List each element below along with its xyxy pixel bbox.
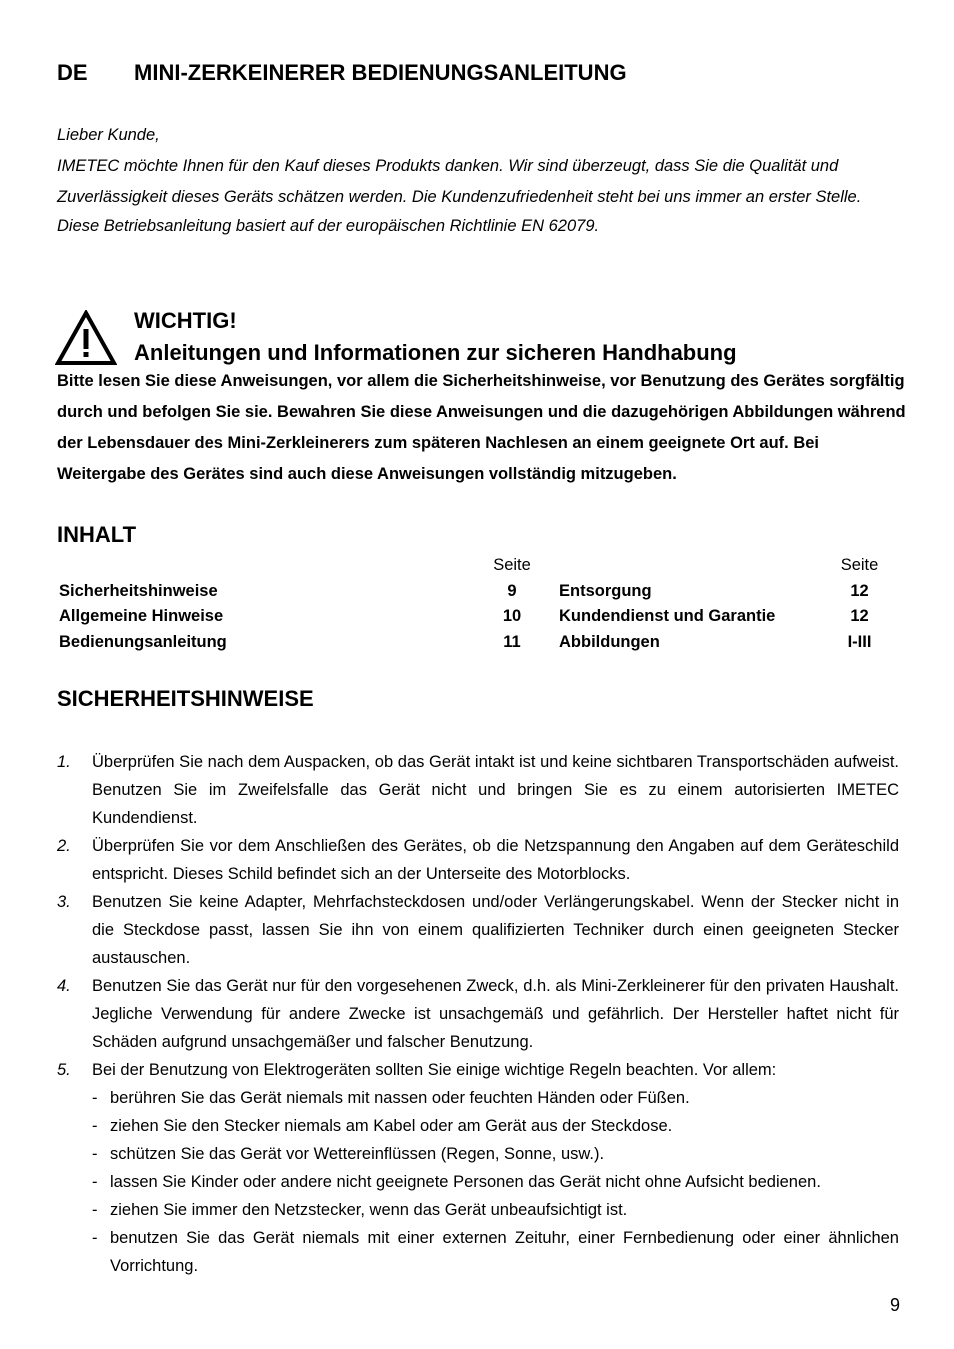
intro-text: IMETEC möchte Ihnen für den Kauf dieses Produkts danken. Wir sind überzeugt, dass Sie die Qualität und Zuverlässigkeit dieses Geräts schätzen werden. Die Kundenzufriedenheit steht bei uns immer an erster Stelle. — [57, 157, 862, 206]
item-number: 5. — [57, 1061, 71, 1079]
toc-entry: Kundendienst und Garantie — [559, 607, 776, 626]
toc-entry: Abbildungen — [559, 632, 660, 651]
warning-subtitle: Anleitungen und Informationen zur sicheren Handhabung — [134, 340, 737, 365]
table-of-contents — [57, 553, 902, 655]
item-text: Benutzen Sie das Gerät nur für den vorgesehenen Zweck, d.h. als Mini-Zerkleinerer für den privaten Haushalt. Jegliche Verwendung für andere Zwecke ist unsachgemäß und gefährlich. Der Hersteller haftet nicht für Schäden aufgrund unsachgemäßer und falscher Benutzung. — [92, 977, 899, 1051]
directive-note: Diese Betriebsanleitung basiert auf der europäischen Richtlinie EN 62079. — [57, 217, 600, 235]
bullet-item — [92, 1168, 899, 1196]
item-text: Benutzen Sie keine Adapter, Mehrfachsteckdosen und/oder Verlängerungskabel. Wenn der Stecker nicht in die Steckdose passt, lassen Sie ihn von einem qualifizierten Techniker durch einen geeigneten Stecker austauschen. — [92, 893, 899, 967]
bullet-dash: - — [92, 1089, 98, 1107]
bullet-dash: - — [92, 1117, 98, 1135]
bullet-text: ziehen Sie den Stecker niemals am Kabel oder am Gerät aus der Steckdose. — [110, 1117, 673, 1135]
toc-header-row — [57, 553, 902, 579]
item-number: 4. — [57, 977, 71, 995]
bullet-dash: - — [92, 1145, 98, 1163]
bullet-dash: - — [92, 1173, 98, 1191]
list-item — [57, 888, 899, 972]
toc-page: 10 — [502, 607, 522, 626]
list-item — [57, 972, 899, 1056]
item-number: 1. — [57, 753, 71, 771]
toc-page: I-III — [847, 632, 872, 651]
page-title: MINI-ZERKEINERER BEDIENUNGSANLEITUNG — [134, 60, 627, 85]
warning-triangle-icon — [55, 310, 117, 366]
bullet-item — [92, 1112, 899, 1140]
page-number: 9 — [889, 1295, 900, 1315]
item-text: Bei der Benutzung von Elektrogeräten sollten Sie einige wichtige Regeln beachten. Vor allem: — [92, 1061, 777, 1079]
bullet-text: berühren Sie das Gerät niemals mit nassen oder feuchten Händen oder Füßen. — [110, 1089, 690, 1107]
language-code: DE — [57, 60, 88, 85]
toc-entry: Entsorgung — [559, 581, 652, 600]
bullet-text: ziehen Sie immer den Netzstecker, wenn das Gerät unbeaufsichtigt ist. — [110, 1201, 628, 1219]
toc-heading: INHALT — [57, 522, 137, 547]
bullet-item — [92, 1224, 899, 1280]
toc-entry: Allgemeine Hinweise — [59, 607, 224, 626]
toc-page: 9 — [507, 581, 517, 600]
item-text: Überprüfen Sie nach dem Auspacken, ob das Gerät intakt ist und keine sichtbaren Transportschäden aufweist. Benutzen Sie im Zweifelsfalle das Gerät nicht und bringen Sie es zu einem autorisierten IMETEC Kundendienst. — [92, 753, 899, 827]
toc-row — [57, 630, 902, 656]
intro-section — [57, 120, 907, 239]
bullet-dash: - — [92, 1201, 98, 1219]
toc-row — [57, 604, 902, 630]
warning-heading — [134, 305, 737, 369]
bullet-item — [92, 1140, 899, 1168]
toc-entry: Bedienungsanleitung — [59, 632, 227, 651]
safety-heading: SICHERHEITSHINWEISE — [57, 686, 314, 711]
safety-list — [57, 748, 899, 1280]
list-item — [57, 1056, 899, 1084]
warning-body: Bitte lesen Sie diese Anweisungen, vor allem die Sicherheitshinweise, vor Benutzung des Gerätes sorgfältig durch und befolgen Sie sie. Bewahren Sie diese Anweisungen und die dazugehörigen Abbildungen während der Lebensdauer des Mini-Zerkleinerers zum späteren Nachlesen an einem geeignete Ort auf. Bei Weitergabe des Gerätes sind auch diese Anweisungen vollständig mitzugeben. — [57, 372, 906, 483]
toc-page: 12 — [850, 607, 869, 626]
toc-page: 11 — [503, 632, 521, 651]
toc-page-label-left: Seite — [493, 556, 531, 575]
toc-page: 12 — [850, 581, 869, 600]
item-number: 2. — [57, 837, 71, 855]
page-header — [57, 60, 627, 86]
toc-row — [57, 579, 902, 605]
warning-title: WICHTIG! — [134, 308, 237, 333]
item-text: Überprüfen Sie vor dem Anschließen des Gerätes, ob die Netzspannung den Angaben auf dem Geräteschild entspricht. Dieses Schild befindet sich an der Unterseite des Motorblocks. — [92, 837, 899, 883]
bullet-item — [92, 1084, 899, 1112]
salutation: Lieber Kunde, — [57, 126, 160, 144]
list-item — [57, 748, 899, 832]
bullet-item — [92, 1196, 899, 1224]
toc-page-label-right: Seite — [840, 556, 879, 575]
item-number: 3. — [57, 893, 71, 911]
bullet-text: schützen Sie das Gerät vor Wettereinflüssen (Regen, Sonne, usw.). — [110, 1145, 605, 1163]
bullet-dash: - — [92, 1229, 98, 1247]
list-item — [57, 832, 899, 888]
toc-entry: Sicherheitshinweise — [59, 581, 218, 600]
bullet-text: lassen Sie Kinder oder andere nicht geeignete Personen das Gerät nicht ohne Aufsicht bedienen. — [110, 1173, 821, 1191]
bullet-text: benutzen Sie das Gerät niemals mit einer externen Zeituhr, einer Fernbedienung oder einer ähnlichen Vorrichtung. — [110, 1229, 899, 1275]
